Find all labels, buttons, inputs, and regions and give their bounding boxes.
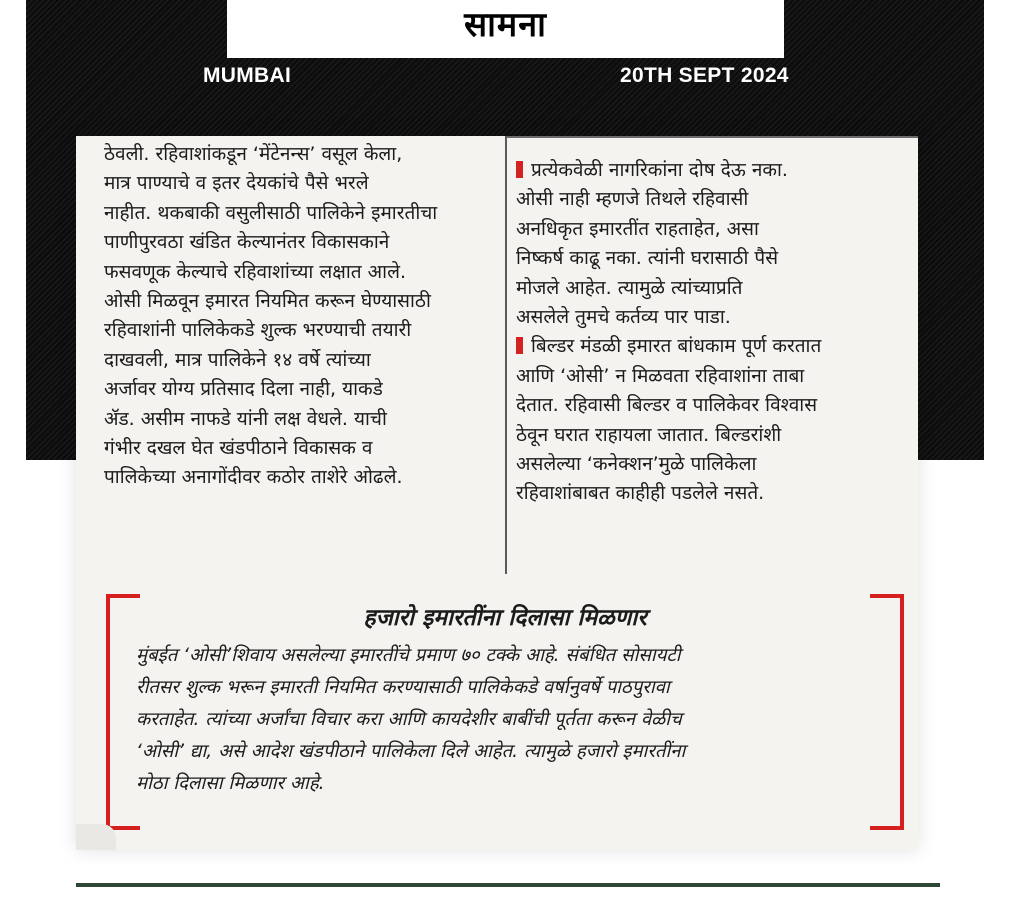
article-line: देतात. रहिवासी बिल्डर व पालिकेवर विश्वास: [516, 394, 818, 417]
highlight-box: [106, 594, 904, 830]
highlight-line: रीतसर शुल्क भरून इमारती नियमित करण्यासाठी पालिकेकडे वर्षानुवर्षे पाठपुरावा: [136, 677, 670, 698]
date-label: 20TH SEPT 2024: [620, 64, 789, 87]
article-line: ओसी नाही म्हणजे तिथले रहिवासी: [516, 188, 749, 211]
article-right-column: [516, 156, 904, 509]
highlight-title: हजारो इमारतींना दिलासा मिळणार: [363, 605, 647, 631]
article-line: पालिकेच्या अनागोंदीवर कठोर ताशेरे ओढले.: [104, 466, 403, 489]
article-line: असलेल्या ‘कनेक्शन’मुळे पालिकेला: [516, 453, 757, 476]
red-bullet-icon: [516, 161, 523, 178]
article-line: रहिवाशांनी पालिकेकडे शुल्क भरण्याची तयारी: [104, 319, 412, 342]
article-line: ॲड. असीम नाफडे यांनी लक्ष वेधले. याची: [104, 407, 387, 430]
article-line: ठेवून घरात राहायला जातात. बिल्डरांशी: [516, 423, 782, 446]
article-line: मोजले आहेत. त्यामुळे त्यांच्याप्रति: [516, 276, 743, 299]
article-line: नाहीत. थकबाकी वसुलीसाठी पालिकेने इमारतीचा: [104, 201, 438, 224]
article-line: फसवणूक केल्याचे रहिवाशांच्या लक्षात आले.: [104, 260, 406, 283]
column-divider: [505, 136, 507, 574]
city-label: MUMBAI: [203, 64, 292, 87]
article-line: ठेवली. रहिवाशांकडून ‘मेंटेनन्स’ वसूल केला,: [104, 143, 403, 165]
highlight-line: मोठा दिलासा मिळणार आहे.: [136, 773, 325, 794]
highlight-line: मुंबईत ‘ओसी’शिवाय असलेल्या इमारतींचे प्रमाण ७० टक्के आहे. संबंधित सोसायटी: [136, 645, 681, 666]
masthead: [227, 0, 784, 58]
article-line: असलेले तुमचे कर्तव्य पार पाडा.: [516, 306, 731, 329]
article-left-column: [104, 140, 490, 493]
article-line: बिल्डर मंडळी इमारत बांधकाम पूर्ण करतात: [516, 332, 904, 361]
article-line: अर्जावर योग्य प्रतिसाद दिला नाही, याकडे: [104, 378, 383, 401]
highlight-line: ‘ओसी’ द्या, असे आदेश खंडपीठाने पालिकेला दिले आहेत. त्यामुळे हजारो इमारतींना: [136, 741, 686, 762]
article-line: अनधिकृत इमारतींत राहताहेत, असा: [516, 217, 759, 240]
article-line: दाखवली, मात्र पालिकेने १४ वर्षे त्यांच्या: [104, 348, 371, 371]
article-line: निष्कर्ष काढू नका. त्यांनी घरासाठी पैसे: [516, 247, 779, 270]
newspaper-title: सामना: [464, 5, 547, 45]
article-line: पाणीपुरवठा खंडित केल्यानंतर विकासकाने: [104, 231, 390, 254]
newspaper-clipping: [76, 136, 918, 850]
article-line: प्रत्येकवेळी नागरिकांना दोष देऊ नका.: [516, 156, 904, 185]
highlight-body: [136, 640, 876, 800]
red-bullet-icon: [516, 337, 523, 354]
article-line: रहिवाशांबाबत काहीही पडलेले नसते.: [516, 482, 765, 505]
highlight-line: करताहेत. त्यांच्या अर्जांचा विचार करा आणि कायदेशीर बाबींची पूर्तता करून वेळीच: [136, 709, 682, 730]
article-line: गंभीर दखल घेत खंडपीठाने विकासक व: [104, 437, 373, 460]
article-line: मात्र पाण्याचे व इतर देयकांचे पैसे भरले: [104, 172, 369, 195]
page-curl: [76, 824, 116, 850]
article-line: ओसी मिळवून इमारत नियमित करून घेण्यासाठी: [104, 290, 431, 313]
footer-rule: [76, 883, 940, 887]
column-top-rule: [505, 136, 918, 138]
article-line: आणि ‘ओसी’ न मिळवता रहिवाशांना ताबा: [516, 364, 805, 387]
